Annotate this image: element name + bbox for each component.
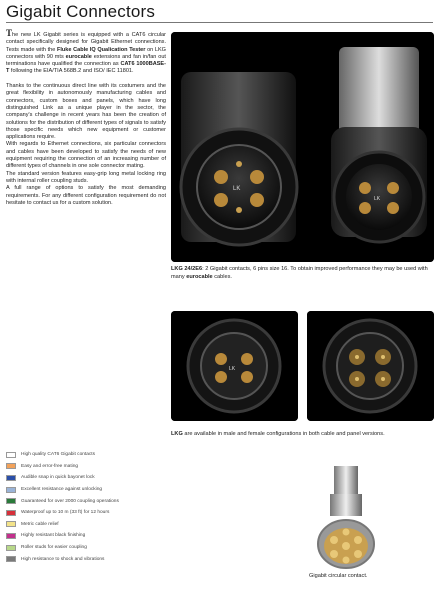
main-caption-model: LKG 24/2E6 xyxy=(171,266,203,272)
feature-label: Roller studs for easier coupling xyxy=(21,545,87,551)
intro-paragraph-1 xyxy=(6,30,166,76)
feature-color-swatch xyxy=(6,510,16,516)
intro-text xyxy=(6,30,166,207)
feature-color-swatch xyxy=(6,498,16,504)
feature-item xyxy=(6,495,166,507)
intro-paragraph-2: Thanks to the continuous direct line with its costumers and the great flexibility in autonomously manufacturing cables and connectors, custom boxes and panels, which have long distinguished Link as a unique player in the sector, the company's challenge in recent years has been the creation of solutions for the distribution of different types of signals to satisfy those specific needs which new equipment or customer applications require. xyxy=(6,83,166,141)
pair-caption-model: LKG xyxy=(171,431,183,437)
feature-item xyxy=(6,484,166,496)
feature-label: Guaranteed for over 2000 coupling operations xyxy=(21,498,119,504)
feature-item xyxy=(6,461,166,473)
intro-p1-segment: extensions and fan in/fan out terminations have qualified the connection as xyxy=(6,53,166,68)
intro-p1-segment: CAT6 1000BASE-T xyxy=(6,61,166,75)
feature-color-swatch xyxy=(6,545,16,551)
feature-label: Easy and error-free mating xyxy=(21,463,79,469)
intro-p1-segment: Tests made with the xyxy=(6,46,57,53)
feature-item xyxy=(6,553,166,565)
title-divider xyxy=(6,22,433,23)
feature-color-swatch xyxy=(6,463,16,469)
main-caption-brand: eurocable xyxy=(186,273,213,280)
feature-item xyxy=(6,530,166,542)
intro-paragraph-4: The standard version features easy-grip long metal locking ring with internal roller coupling studs. xyxy=(6,170,166,184)
feature-color-swatch xyxy=(6,452,16,458)
feature-label: Audible snap in quick bayonet lock xyxy=(21,475,95,481)
intro-p1-segment: Fluke Cable IQ Qualication Tester xyxy=(56,46,146,53)
logo-left: LK xyxy=(233,186,241,192)
intro-p1-segment: on LKG connectors with 90 mts xyxy=(6,46,166,60)
feature-item xyxy=(6,449,166,461)
feature-label: High quality CAT6 Gigabit contacts xyxy=(21,452,96,458)
contact-caption: Gigabit circular contact. xyxy=(309,573,368,579)
page-title: Gigabit Connectors xyxy=(6,2,156,21)
feature-item xyxy=(6,472,166,484)
female-connector-photo xyxy=(307,311,434,421)
feature-color-swatch xyxy=(6,475,16,481)
feature-label: Waterproof up to 10 m (33 ft) for 12 hours xyxy=(21,510,110,516)
intro-p1-segment: he new LK Gigabit series is equipped with a CAT6 circular contact specifically designed for Gigabit Ethernet connections. xyxy=(6,32,166,46)
connector-pair-photo xyxy=(171,32,434,262)
main-caption xyxy=(171,266,434,281)
feature-item xyxy=(6,519,166,531)
main-caption-text-1: : 2 Gigabit contacts, 6 pins size 16. To obtain improved performance they may be used with many xyxy=(171,266,428,280)
feature-label: High resistance to shock and vibrations xyxy=(21,556,105,562)
feature-label: Highly resistant black finishing xyxy=(21,533,86,539)
feature-item xyxy=(6,542,166,554)
feature-color-swatch xyxy=(6,521,16,527)
feature-item xyxy=(6,507,166,519)
male-connector-photo xyxy=(171,311,298,421)
intro-paragraph-3: With regards to Ethernet connections, six particular connectors and cables have been developed to satisfy the needs of new equipment requiring the connection of an increasing number of different types of channels in one sole connector mating. xyxy=(6,141,166,170)
feature-color-swatch xyxy=(6,487,16,493)
logo-male: LK xyxy=(229,366,236,372)
feature-list xyxy=(6,449,166,565)
main-caption-text-2: cables. xyxy=(212,273,232,280)
pair-caption xyxy=(171,431,434,439)
intro-paragraph-5: A full range of options to satisfy the most demanding requirements. For any different configuration requirement do not hesitate to contact us for a custom solution. xyxy=(6,185,166,206)
feature-color-swatch xyxy=(6,556,16,562)
feature-label: Metric cable relief xyxy=(21,521,59,527)
pair-caption-text: are available in male and female configurations in both cable and panel versions. xyxy=(182,431,385,437)
feature-label: Excellent resistance against unlocking xyxy=(21,487,103,493)
logo-right: LK xyxy=(374,196,381,202)
intro-p1-segment: following the EIA/TIA 568B.2 and ISO/ IEC 11801. xyxy=(9,68,134,75)
dropcap: T xyxy=(6,28,13,38)
intro-p1-segment: eurocable xyxy=(65,53,92,60)
feature-color-swatch xyxy=(6,533,16,539)
